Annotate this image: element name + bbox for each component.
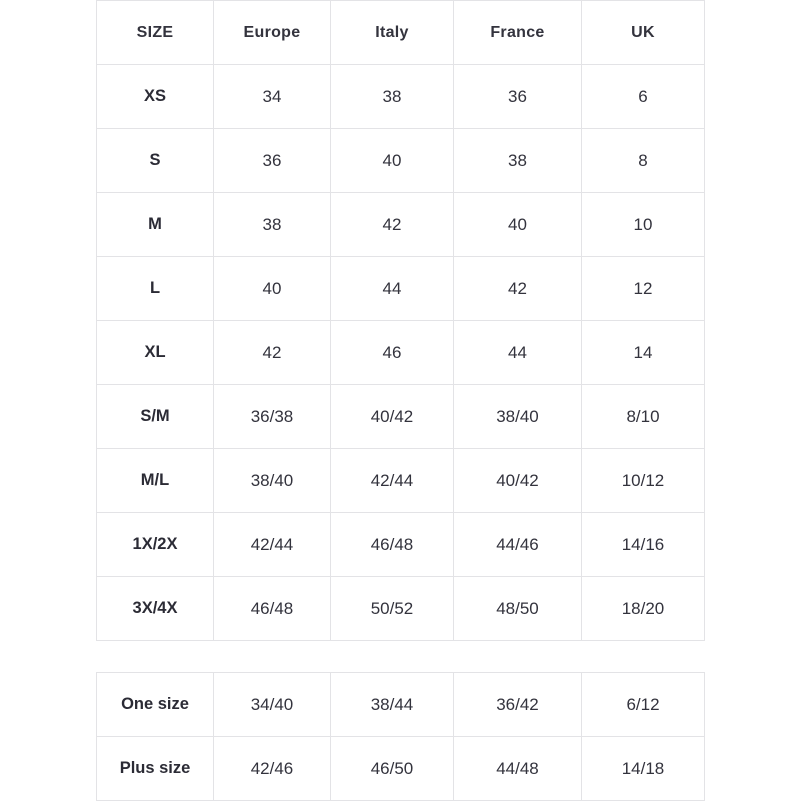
cell-uk: 10/12 — [582, 449, 705, 513]
cell-france: 48/50 — [454, 577, 582, 641]
table-body — [97, 65, 705, 641]
cell-italy: 46/48 — [331, 513, 454, 577]
table-row — [97, 321, 705, 385]
table-header-row — [97, 1, 705, 65]
cell-france: 40/42 — [454, 449, 582, 513]
table-spacer — [96, 641, 704, 672]
table-row — [97, 449, 705, 513]
column-header-size: SIZE — [97, 1, 214, 65]
row-label: 3X/4X — [97, 577, 214, 641]
column-header-italy: Italy — [331, 1, 454, 65]
cell-europe: 36 — [214, 129, 331, 193]
cell-uk: 14/16 — [582, 513, 705, 577]
cell-italy: 38/44 — [331, 673, 454, 737]
cell-italy: 46 — [331, 321, 454, 385]
table-row — [97, 385, 705, 449]
cell-italy: 38 — [331, 65, 454, 129]
cell-france: 38/40 — [454, 385, 582, 449]
table-row — [97, 65, 705, 129]
column-header-uk: UK — [582, 1, 705, 65]
row-label: M — [97, 193, 214, 257]
cell-france: 44/46 — [454, 513, 582, 577]
column-header-europe: Europe — [214, 1, 331, 65]
size-conversion-table — [96, 0, 705, 641]
table-row — [97, 193, 705, 257]
table-row — [97, 129, 705, 193]
cell-france: 38 — [454, 129, 582, 193]
row-label: XS — [97, 65, 214, 129]
cell-italy: 40/42 — [331, 385, 454, 449]
cell-europe: 42/46 — [214, 737, 331, 801]
cell-italy: 50/52 — [331, 577, 454, 641]
row-label: 1X/2X — [97, 513, 214, 577]
cell-europe: 34/40 — [214, 673, 331, 737]
cell-italy: 44 — [331, 257, 454, 321]
cell-uk: 8/10 — [582, 385, 705, 449]
cell-italy: 42 — [331, 193, 454, 257]
table-header — [97, 1, 705, 65]
cell-europe: 46/48 — [214, 577, 331, 641]
table-row — [97, 737, 705, 801]
cell-europe: 34 — [214, 65, 331, 129]
row-label: Plus size — [97, 737, 214, 801]
table-row — [97, 257, 705, 321]
one-size-table — [96, 672, 705, 801]
cell-france: 40 — [454, 193, 582, 257]
table-row — [97, 577, 705, 641]
row-label: XL — [97, 321, 214, 385]
cell-uk: 6/12 — [582, 673, 705, 737]
row-label: L — [97, 257, 214, 321]
cell-europe: 36/38 — [214, 385, 331, 449]
cell-europe: 42 — [214, 321, 331, 385]
table-row — [97, 673, 705, 737]
cell-italy: 42/44 — [331, 449, 454, 513]
cell-uk: 6 — [582, 65, 705, 129]
cell-italy: 40 — [331, 129, 454, 193]
cell-france: 42 — [454, 257, 582, 321]
column-header-france: France — [454, 1, 582, 65]
cell-europe: 40 — [214, 257, 331, 321]
table-row — [97, 513, 705, 577]
cell-france: 36 — [454, 65, 582, 129]
cell-uk: 8 — [582, 129, 705, 193]
cell-uk: 18/20 — [582, 577, 705, 641]
cell-uk: 14 — [582, 321, 705, 385]
cell-france: 44 — [454, 321, 582, 385]
row-label: S — [97, 129, 214, 193]
cell-uk: 12 — [582, 257, 705, 321]
cell-france: 44/48 — [454, 737, 582, 801]
cell-uk: 10 — [582, 193, 705, 257]
row-label: M/L — [97, 449, 214, 513]
cell-europe: 38/40 — [214, 449, 331, 513]
cell-europe: 42/44 — [214, 513, 331, 577]
cell-italy: 46/50 — [331, 737, 454, 801]
cell-france: 36/42 — [454, 673, 582, 737]
cell-europe: 38 — [214, 193, 331, 257]
cell-uk: 14/18 — [582, 737, 705, 801]
row-label: One size — [97, 673, 214, 737]
table-body — [97, 673, 705, 801]
row-label: S/M — [97, 385, 214, 449]
